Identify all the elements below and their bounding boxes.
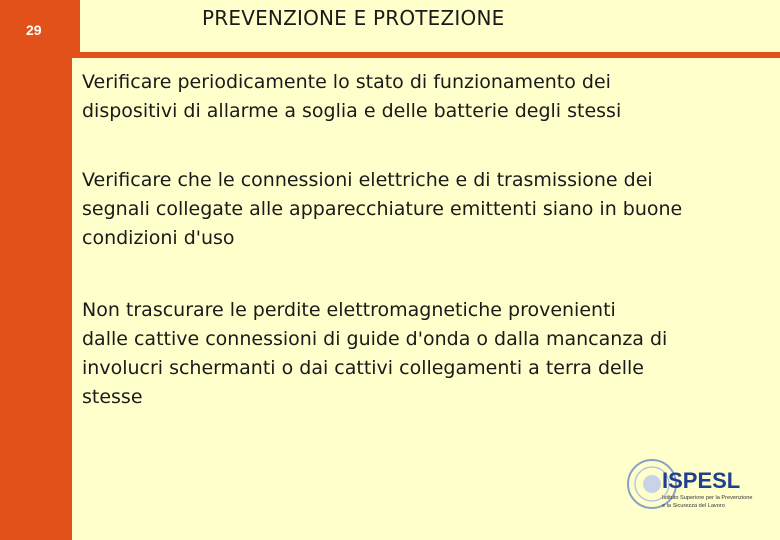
logo-line-1: Istituto Superiore per la Prevenzione xyxy=(662,495,753,501)
paragraph: Non trascurare le perdite elettromagnetiche provenienti dalle cattive connessioni di guide d'onda o dalla mancanza di involucri schermanti o dai cattivi collegamenti a terra delle stesse xyxy=(82,299,668,408)
content-panel xyxy=(72,58,780,540)
paragraph: Verificare che le connessioni elettriche e di trasmissione dei segnali collegate alle apparecchiature emittenti siano in buone condizioni d'uso xyxy=(82,169,683,249)
logo-wordmark: ISPESL xyxy=(662,468,741,493)
slide-number: 29 xyxy=(26,22,42,38)
ispesl-logo xyxy=(626,454,766,516)
title-bar xyxy=(80,0,780,52)
page-title: PREVENZIONE E PROTEZIONE xyxy=(202,6,505,30)
logo-line-2: e la Sicurezza del Lavoro xyxy=(662,503,725,509)
paragraph: Verificare periodicamente lo stato di funzionamento dei dispositivi di allarme a soglia e delle batterie degli stessi xyxy=(82,71,622,122)
